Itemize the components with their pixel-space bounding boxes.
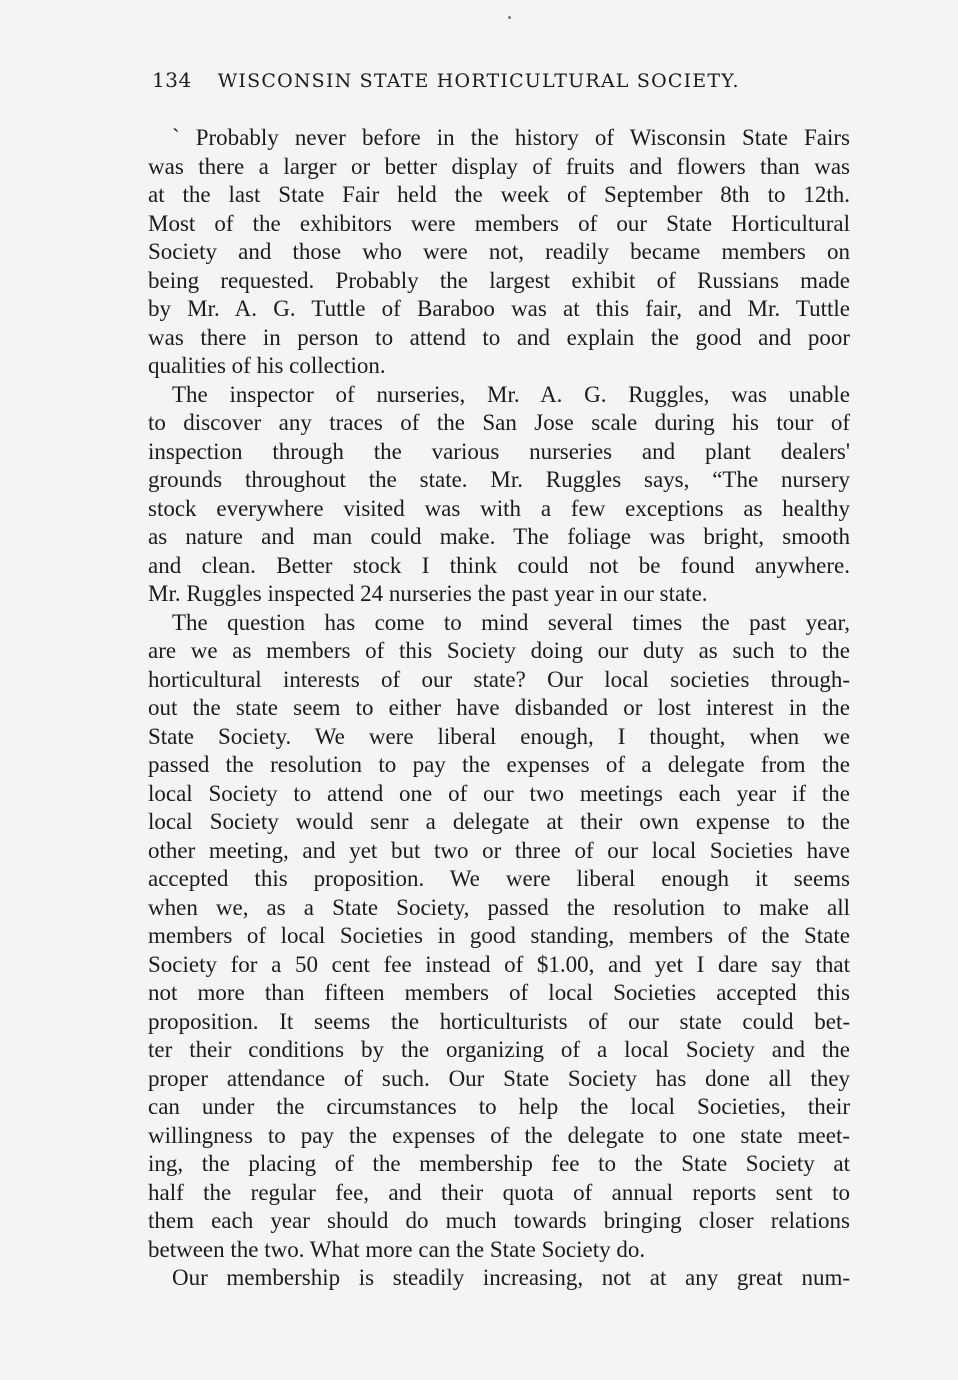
text-line: ter their conditions by the organizing of a local Society and the <box>148 1037 850 1062</box>
text-line: between the two. What more can the State Society do. <box>148 1236 646 1262</box>
text-line: was there in person to attend to and explain the good and poor <box>148 324 850 350</box>
text-line: accepted this proposition. We were liberal enough it seems <box>148 866 850 891</box>
text-line: them each year should do much towards bringing closer relations <box>148 1208 850 1233</box>
page-number: 134 <box>152 68 192 92</box>
text-line: qualities of his collection. <box>148 353 386 378</box>
text-line: stock everywhere visited was with a few exceptions as healthy <box>148 495 850 521</box>
text-line: grounds throughout the state. Mr. Ruggles says, “The nursery <box>148 467 850 492</box>
text-line: ` Probably never before in the history of Wisconsin State Fairs <box>172 125 850 150</box>
text-line: inspection through the various nurseries and plant dealers' <box>148 438 850 464</box>
text-line: to discover any traces of the San Jose scale during his tour of <box>148 410 850 435</box>
running-title: WISCONSIN STATE HORTICULTURAL SOCIETY. <box>217 70 740 92</box>
text-line: State Society. We were liberal enough, I thought, when we <box>148 723 850 749</box>
text-line: when we, as a State Society, passed the resolution to make all <box>148 894 850 920</box>
text-line: Mr. Ruggles inspected 24 nurseries the past year in our state. <box>148 581 708 606</box>
text-line: as nature and man could make. The foliage was bright, smooth <box>148 524 850 549</box>
text-line: proper attendance of such. Our State Society has done all they <box>148 1065 850 1091</box>
text-line: Our membership is steadily increasing, not at any great num- <box>172 1265 850 1290</box>
text-line: other meeting, and yet but two or three of our local Societies have <box>148 837 850 863</box>
text-line: not more than fifteen members of local Societies accepted this <box>148 980 850 1005</box>
page-header <box>152 68 852 102</box>
text-line: by Mr. A. G. Tuttle of Baraboo was at this fair, and Mr. Tuttle <box>148 296 850 321</box>
text-line: Society and those who were not, readily became members on <box>148 239 850 264</box>
text-line: The question has come to mind several times the past year, <box>172 609 850 635</box>
scan-speck <box>508 16 511 19</box>
text-line: are we as members of this Society doing our duty as such to the <box>148 638 850 663</box>
text-line: horticultural interests of our state? Our local societies through- <box>148 666 850 692</box>
text-line: half the regular fee, and their quota of annual reports sent to <box>148 1179 850 1205</box>
text-line: Most of the exhibitors were members of our State Horticultural <box>148 210 850 236</box>
text-line: proposition. It seems the horticulturists of our state could bet- <box>148 1008 850 1034</box>
text-line: out the state seem to either have disbanded or lost interest in the <box>148 695 850 720</box>
text-line: willingness to pay the expenses of the delegate to one state meet- <box>148 1122 850 1148</box>
text-line: ing, the placing of the membership fee to the State Society at <box>148 1151 850 1176</box>
text-line: was there a larger or better display of fruits and flowers than was <box>148 153 850 179</box>
text-line: passed the resolution to pay the expenses of a delegate from the <box>148 752 850 777</box>
text-line: members of local Societies in good standing, members of the State <box>148 923 850 948</box>
text-line: Society for a 50 cent fee instead of $1.00, and yet I dare say that <box>148 951 850 977</box>
text-line: The inspector of nurseries, Mr. A. G. Ruggles, was unable <box>172 381 850 407</box>
text-line: local Society would senr a delegate at their own expense to the <box>148 809 850 834</box>
body-text <box>148 124 850 1293</box>
text-line: at the last State Fair held the week of September 8th to 12th. <box>148 182 850 207</box>
text-line: and clean. Better stock I think could not be found anywhere. <box>148 552 850 578</box>
text-line: being requested. Probably the largest exhibit of Russians made <box>148 267 850 293</box>
text-line: can under the circumstances to help the local Societies, their <box>148 1094 850 1119</box>
text-line: local Society to attend one of our two meetings each year if the <box>148 780 850 806</box>
